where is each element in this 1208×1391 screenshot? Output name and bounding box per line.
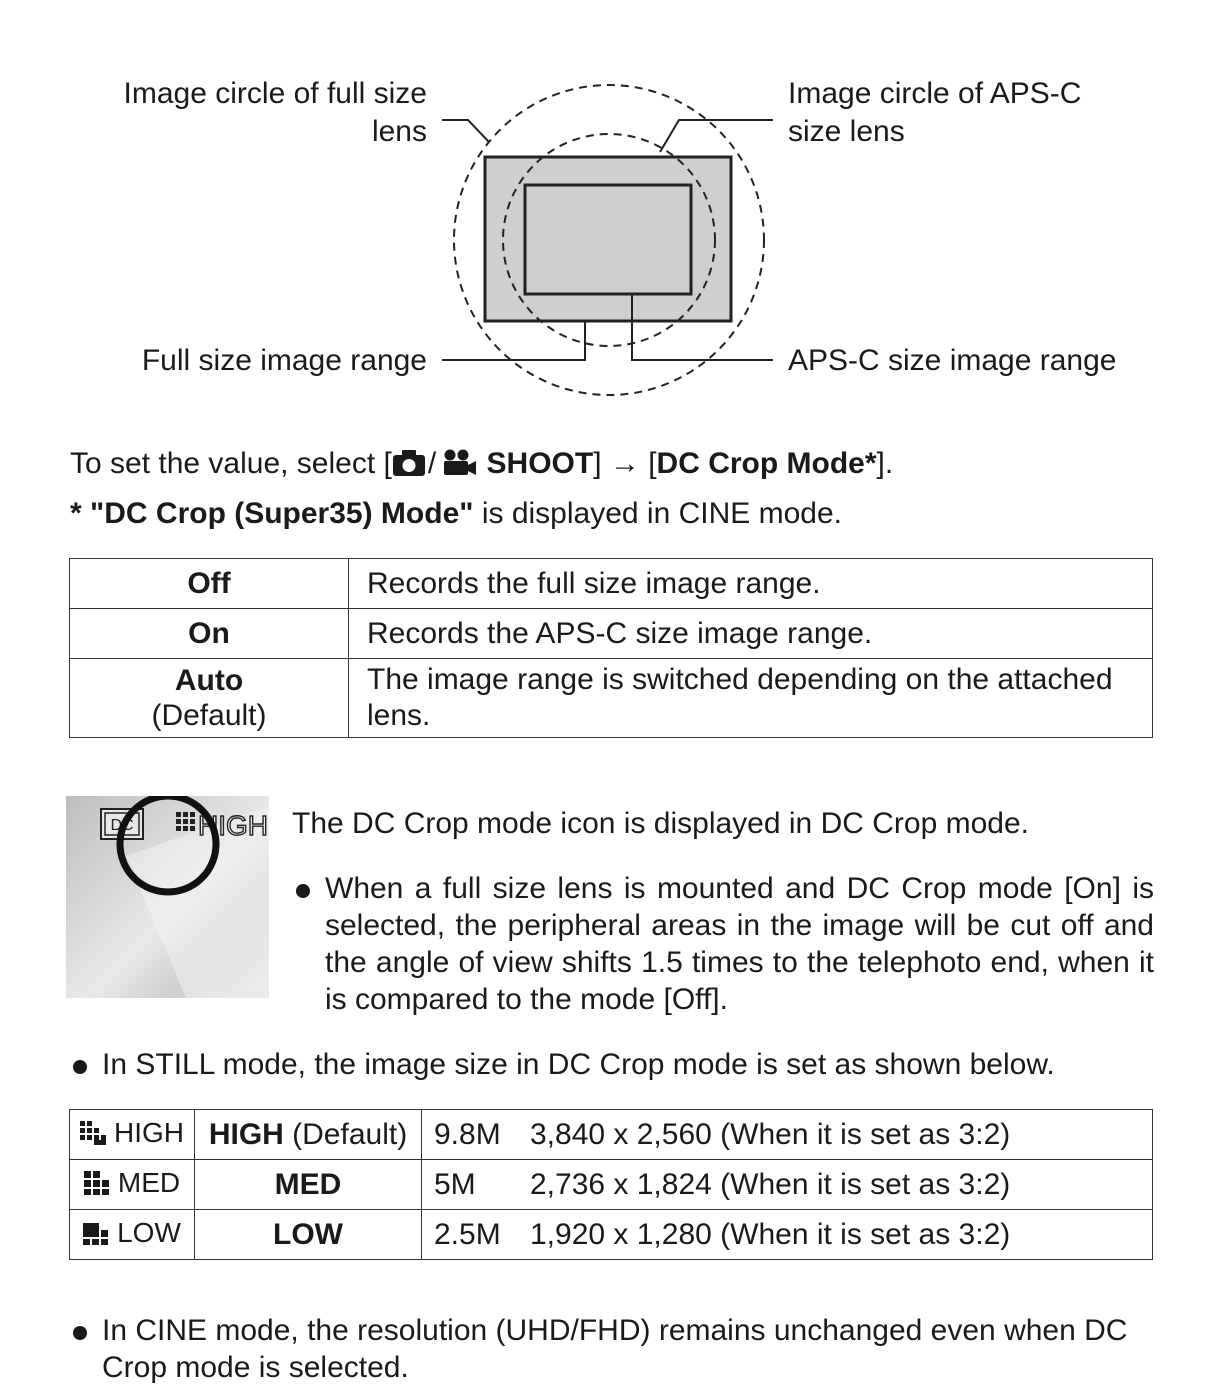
icon-description: The DC Crop mode icon is displayed in DC Crop mode.: [292, 807, 1029, 840]
apsc-image-range-rect: [525, 185, 691, 294]
dc-badge-text: DC: [110, 817, 134, 834]
quality-badge-text: HIGH: [198, 810, 268, 841]
quality-high-icon: [80, 1121, 110, 1145]
menu-instruction: To set the value, select [ / SHOOT] → [DC Crop Mode*].: [70, 447, 894, 480]
table-row: [70, 559, 1153, 609]
option-key: On: [70, 609, 349, 659]
label-full-image-range: Full size image range: [141, 344, 427, 377]
image-size-table: [69, 1109, 1153, 1260]
label-apsc-image-range: APS-C size image range: [788, 344, 1117, 377]
list-item: In CINE mode, the resolution (UHD/FHD) remains unchanged even when DC Crop mode is selected.: [73, 1312, 1158, 1386]
bullet-dot: [296, 884, 310, 898]
dc-crop-options-table: [69, 558, 1153, 738]
list-item: When a full size lens is mounted and DC Crop mode [On] is selected, the peripheral areas in the image will be cut off and the angle of view shifts 1.5 times to the telephoto end, when it is compared to the mode [Off].: [296, 870, 1154, 1018]
quality-low-icon: [83, 1221, 113, 1245]
option-key: Off: [70, 559, 349, 609]
quality-med-icon: [84, 1171, 114, 1195]
bullet-dot: [73, 1060, 87, 1074]
bullet-dot: [73, 1326, 87, 1340]
table-row: HIGH HIGH (Default) 9.8M 3,840 x 2,560 (When it is set as 3:2): [70, 1110, 1153, 1160]
leader-full-range: [442, 321, 585, 360]
thumbnail-overlay: [66, 796, 269, 998]
cine-mode-note: * "DC Crop (Super35) Mode" is displayed in CINE mode.: [70, 497, 842, 530]
camera-icon: [392, 449, 426, 477]
table-row: [70, 659, 1153, 738]
option-description: Records the APS-C size image range.: [349, 609, 1153, 659]
option-description: The image range is switched depending on the attached lens.: [349, 659, 1153, 738]
list-item: In STILL mode, the image size in DC Crop mode is set as shown below.: [73, 1046, 1163, 1083]
quality-high-icon: [176, 812, 195, 831]
leader-full-circle: [442, 120, 489, 142]
option-key: Auto (Default): [70, 659, 349, 738]
leader-apsc-circle: [660, 120, 773, 152]
label-apsc-lens-circle: Image circle of APS-C size lens: [788, 77, 1082, 148]
movie-camera-icon: [438, 449, 478, 477]
dc-crop-screen-thumbnail: [66, 796, 269, 998]
option-description: Records the full size image range.: [349, 559, 1153, 609]
label-full-lens-circle: Image circle of full size lens: [123, 77, 427, 148]
table-row: [70, 609, 1153, 659]
table-row: LOW LOW 2.5M 1,920 x 1,280 (When it is set as 3:2): [70, 1210, 1153, 1260]
table-row: MED MED 5M 2,736 x 1,824 (When it is set as 3:2): [70, 1160, 1153, 1210]
